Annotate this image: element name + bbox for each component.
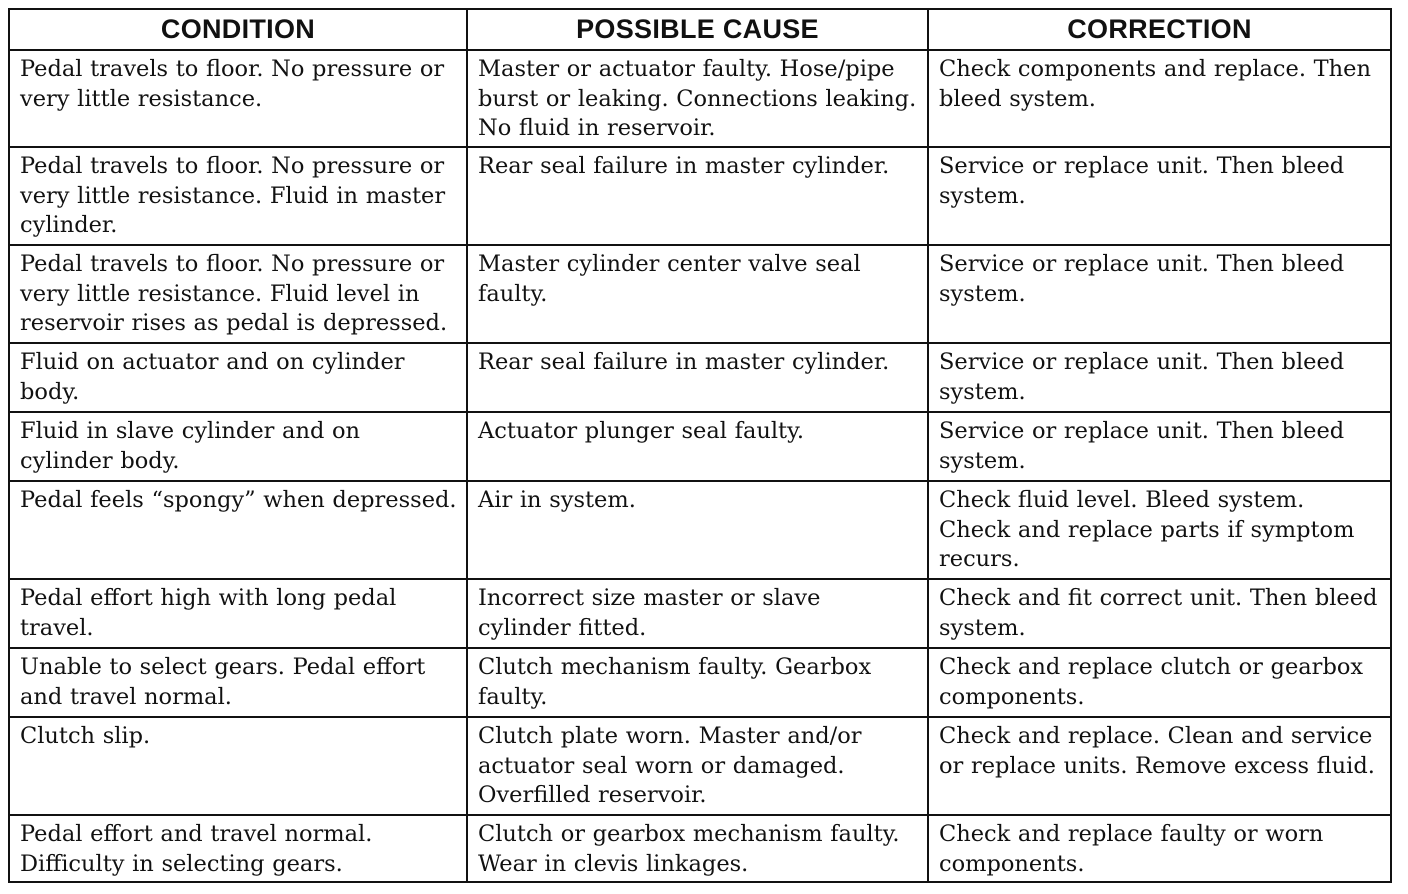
condition-cell: Fluid on actuator and on cylinder body. [9, 343, 467, 412]
table-row [9, 343, 1391, 412]
correction-cell: Service or replace unit. Then bleed system. [928, 343, 1391, 412]
condition-cell: Pedal effort high with long pedal travel. [9, 579, 467, 648]
correction-cell: Check and replace. Clean and service or replace units. Remove excess fluid. [928, 717, 1391, 815]
header-correction: CORRECTION [928, 9, 1391, 50]
correction-cell: Check fluid level. Bleed system. Check and replace parts if symptom recurs. [928, 481, 1391, 579]
table-row [9, 815, 1391, 882]
cause-cell: Master cylinder center valve seal faulty. [467, 245, 928, 343]
header-row [9, 9, 1391, 50]
condition-cell: Pedal travels to floor. No pressure or very little resistance. Fluid level in reservoir rises as pedal is depressed. [9, 245, 467, 343]
table-row [9, 245, 1391, 343]
header-possible-cause: POSSIBLE CAUSE [467, 9, 928, 50]
cause-cell: Master or actuator faulty. Hose/pipe burst or leaking. Connections leaking. No fluid in reservoir. [467, 50, 928, 147]
table-row [9, 147, 1391, 245]
header-condition: CONDITION [9, 9, 467, 50]
correction-cell: Service or replace unit. Then bleed system. [928, 245, 1391, 343]
cause-cell: Incorrect size master or slave cylinder fitted. [467, 579, 928, 648]
correction-cell: Service or replace unit. Then bleed system. [928, 147, 1391, 245]
condition-cell: Fluid in slave cylinder and on cylinder body. [9, 412, 467, 481]
table-row [9, 717, 1391, 815]
condition-cell: Pedal feels “spongy” when depressed. [9, 481, 467, 579]
table-row [9, 579, 1391, 648]
cause-cell: Clutch plate worn. Master and/or actuator seal worn or damaged. Overfilled reservoir. [467, 717, 928, 815]
condition-cell: Unable to select gears. Pedal effort and travel normal. [9, 648, 467, 717]
table-row [9, 648, 1391, 717]
correction-cell: Service or replace unit. Then bleed system. [928, 412, 1391, 481]
troubleshooting-table [8, 8, 1392, 883]
cause-cell: Clutch mechanism faulty. Gearbox faulty. [467, 648, 928, 717]
table-row [9, 412, 1391, 481]
cause-cell: Rear seal failure in master cylinder. [467, 343, 928, 412]
correction-cell: Check and fit correct unit. Then bleed system. [928, 579, 1391, 648]
troubleshooting-table-container [8, 8, 1390, 883]
table-row [9, 481, 1391, 579]
condition-cell: Pedal effort and travel normal. Difficulty in selecting gears. [9, 815, 467, 882]
cause-cell: Clutch or gearbox mechanism faulty. Wear in clevis linkages. [467, 815, 928, 882]
table-row [9, 50, 1391, 147]
condition-cell: Clutch slip. [9, 717, 467, 815]
condition-cell: Pedal travels to floor. No pressure or very little resistance. Fluid in master cylinder. [9, 147, 467, 245]
cause-cell: Air in system. [467, 481, 928, 579]
cause-cell: Rear seal failure in master cylinder. [467, 147, 928, 245]
condition-cell: Pedal travels to floor. No pressure or very little resistance. [9, 50, 467, 147]
correction-cell: Check and replace faulty or worn components. [928, 815, 1391, 882]
cause-cell: Actuator plunger seal faulty. [467, 412, 928, 481]
correction-cell: Check components and replace. Then bleed system. [928, 50, 1391, 147]
correction-cell: Check and replace clutch or gearbox components. [928, 648, 1391, 717]
